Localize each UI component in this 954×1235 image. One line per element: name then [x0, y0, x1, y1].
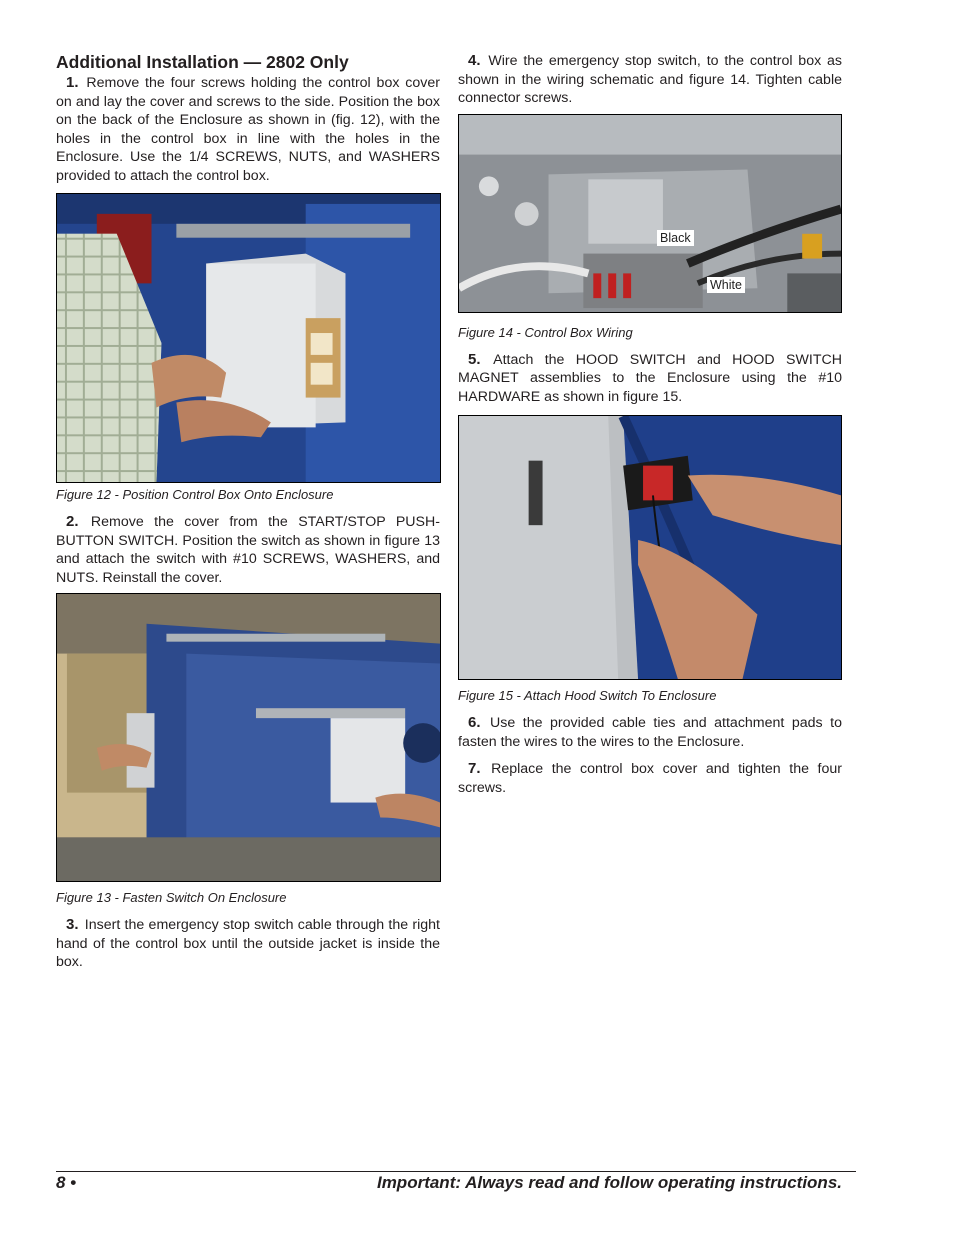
step-number: 1. [66, 74, 79, 91]
figure-14-photo [458, 114, 842, 313]
step-number: 7. [468, 760, 481, 777]
figure-12-photo [56, 193, 441, 483]
figure-15-photo [458, 415, 842, 680]
step-7 [458, 760, 842, 797]
step-number: 3. [66, 916, 79, 933]
step-text: Remove the four screws holding the control box cover on and lay the cover and screws to the side. Position the box on the back of the Enclosure as shown in (fig. 12), with the holes in the control box in line with the holes in the Enclosure. Use the 1/4 SCREWS, NUTS, and WASHERS provided to attach the control box. [56, 75, 440, 184]
step-text: Insert the emergency stop switch cable through the right hand of the control box until the outside jacket is inside the box. [56, 917, 440, 970]
wire-label-black: Black [657, 230, 694, 246]
step-text: Remove the cover from the START/STOP PUSH-BUTTON SWITCH. Position the switch as shown in figure 13 and attach the switch with #10 SCREWS, WASHERS, and NUTS. Reinstall the cover. [56, 514, 440, 586]
step-6 [458, 714, 842, 751]
step-1 [56, 74, 440, 185]
figure-12-caption: Figure 12 - Position Control Box Onto Enclosure [56, 487, 334, 502]
section-heading: Additional Installation — 2802 Only [56, 52, 349, 72]
page-number: 8 • [56, 1173, 77, 1192]
figure-15-caption: Figure 15 - Attach Hood Switch To Enclosure [458, 688, 717, 703]
step-number: 4. [468, 52, 481, 69]
step-4 [458, 52, 842, 108]
step-text: Wire the emergency stop switch, to the control box as shown in the wiring schematic and figure 14. Tighten cable connector screws. [458, 53, 842, 106]
step-5 [458, 351, 842, 407]
footer-notice: Important: Always read and follow operating instructions. [376, 1173, 842, 1192]
step-number: 5. [468, 350, 481, 368]
step-text: Use the provided cable ties and attachment pads to fasten the wires to the wires to the Enclosure. [458, 715, 842, 750]
figure-13-caption: Figure 13 - Fasten Switch On Enclosure [56, 890, 287, 905]
wire-label-white: White [707, 277, 745, 293]
figure-14-caption: Figure 14 - Control Box Wiring [458, 324, 633, 340]
right-column [458, 52, 842, 797]
step-2 [56, 513, 440, 587]
step-text: Replace the control box cover and tighten the four screws. [458, 761, 842, 796]
step-number: 6. [468, 714, 481, 731]
step-text: Attach the HOOD SWITCH and HOOD SWITCH MAGNET assemblies to the Enclosure using the #10 HARDWARE as shown in figure 15. [458, 351, 842, 405]
footer-rule [56, 1171, 856, 1172]
step-number: 2. [66, 513, 79, 530]
step-3 [56, 916, 440, 972]
left-column [56, 52, 440, 972]
figure-13-photo [56, 593, 441, 882]
